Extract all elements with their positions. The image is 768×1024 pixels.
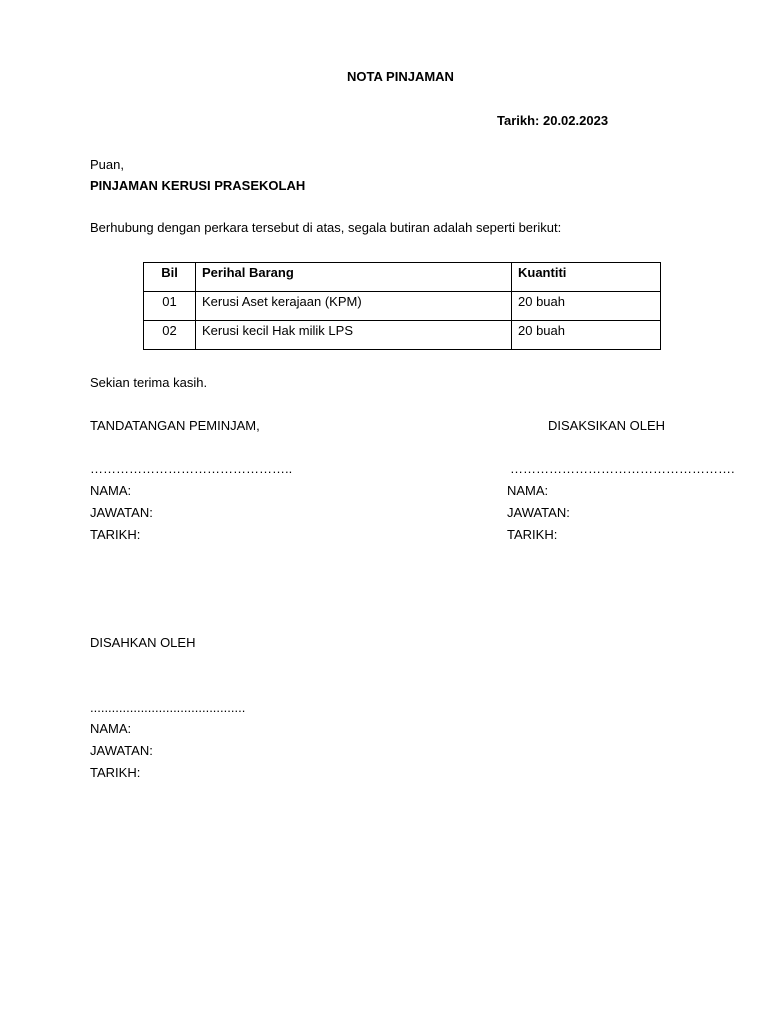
cell-bil: 02 bbox=[144, 321, 196, 350]
approver-signature-line: ........................................... bbox=[90, 700, 246, 715]
approver-position-label: JAWATAN: bbox=[90, 743, 153, 758]
borrower-heading: TANDATANGAN PEMINJAM, bbox=[90, 418, 260, 433]
cell-perihal-barang: Kerusi kecil Hak milik LPS bbox=[196, 321, 512, 350]
table-header-row bbox=[144, 263, 661, 292]
intro-paragraph: Berhubung dengan perkara tersebut di atas, segala butiran adalah seperti berikut: bbox=[90, 220, 562, 235]
header-perihal-barang: Perihal Barang bbox=[196, 263, 512, 292]
borrower-date-label: TARIKH: bbox=[90, 527, 141, 542]
witness-name-label: NAMA: bbox=[507, 483, 549, 498]
borrower-name-label: NAMA: bbox=[90, 483, 132, 498]
header-bil: Bil bbox=[144, 263, 196, 292]
cell-perihal-barang: Kerusi Aset kerajaan (KPM) bbox=[196, 292, 512, 321]
document-date: Tarikh: 20.02.2023 bbox=[497, 113, 609, 128]
cell-kuantiti: 20 buah bbox=[512, 292, 661, 321]
header-kuantiti: Kuantiti bbox=[512, 263, 661, 292]
approver-name-label: NAMA: bbox=[90, 721, 132, 736]
cell-bil: 01 bbox=[144, 292, 196, 321]
witness-date-label: TARIKH: bbox=[507, 527, 558, 542]
approver-heading: DISAHKAN OLEH bbox=[90, 635, 196, 650]
table-row bbox=[144, 321, 661, 350]
approver-date-label: TARIKH: bbox=[90, 765, 141, 780]
items-table bbox=[143, 262, 661, 350]
witness-position-label: JAWATAN: bbox=[507, 505, 570, 520]
subject-line: PINJAMAN KERUSI PRASEKOLAH bbox=[90, 178, 306, 193]
witness-heading: DISAKSIKAN OLEH bbox=[548, 418, 666, 433]
table-row bbox=[144, 292, 661, 321]
witness-signature-line: ……………………………………………. bbox=[510, 461, 735, 476]
borrower-signature-line: ……………………………………….. bbox=[90, 461, 293, 476]
borrower-position-label: JAWATAN: bbox=[90, 505, 153, 520]
cell-kuantiti: 20 buah bbox=[512, 321, 661, 350]
closing-line: Sekian terima kasih. bbox=[90, 375, 208, 390]
salutation: Puan, bbox=[90, 157, 124, 172]
document-title: NOTA PINJAMAN bbox=[347, 69, 454, 84]
